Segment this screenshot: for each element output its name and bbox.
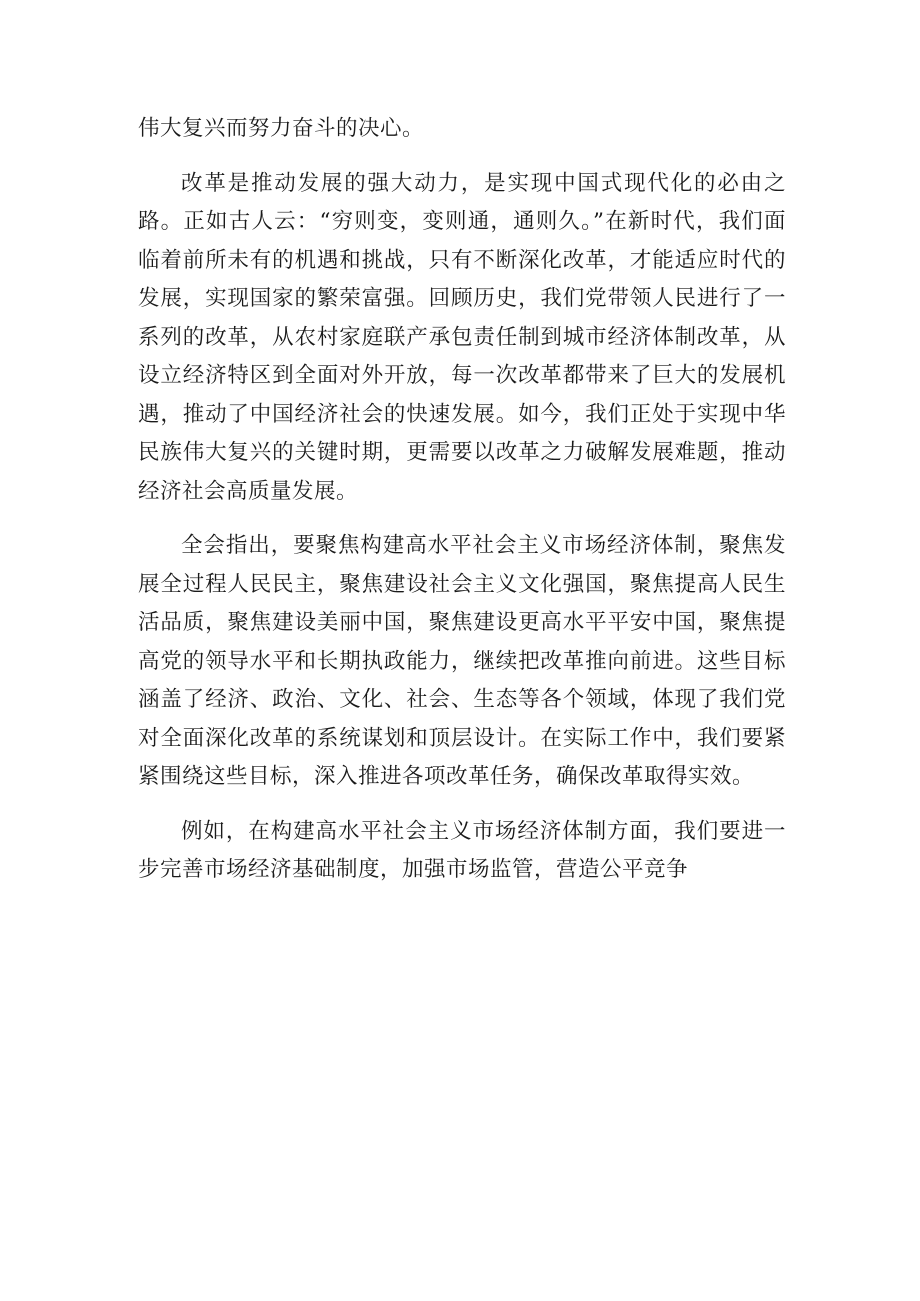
paragraph-market-economy-example: 例如，在构建高水平社会主义市场经济体制方面，我们要进一步完善市场经济基础制度，加强市场监管，营造公平竞争 (138, 818, 786, 882)
document-body (138, 110, 786, 890)
paragraph-reform-driving-force: 改革是推动发展的强大动力，是实现中国式现代化的必由之路。正如古人云：“穷则变，变则通，通则久。”在新时代，我们面临着前所未有的机遇和挑战，只有不断深化改革，才能适应时代的发展，实现国家的繁荣富强。回顾历史，我们党带领人民进行了一系列的改革，从农村家庭联产承包责任制到城市经济体制改革，从设立经济特区到全面对外开放，每一次改革都带来了巨大的发展机遇，推动了中国经济社会的快速发展。如今，我们正处于实现中华民族伟大复兴的关键时期，更需要以改革之力破解发展难题，推动经济社会高质量发展。 (138, 170, 786, 504)
paragraph-continuation: 伟大复兴而努力奋斗的决心。 (138, 116, 425, 141)
paragraph-plenary-focus: 全会指出，要聚焦构建高水平社会主义市场经济体制，聚焦发展全过程人民民主，聚焦建设社会主义文化强国，聚焦提高人民生活品质，聚焦建设美丽中国，聚焦建设更高水平平安中国，聚焦提高党的领导水平和长期执政能力，继续把改革推向前进。这些目标涵盖了经济、政治、文化、社会、生态等各个领域，体现了我们党对全面深化改革的系统谋划和顶层设计。在实际工作中，我们要紧紧围绕这些目标，深入推进各项改革任务，确保改革取得实效。 (138, 533, 786, 789)
